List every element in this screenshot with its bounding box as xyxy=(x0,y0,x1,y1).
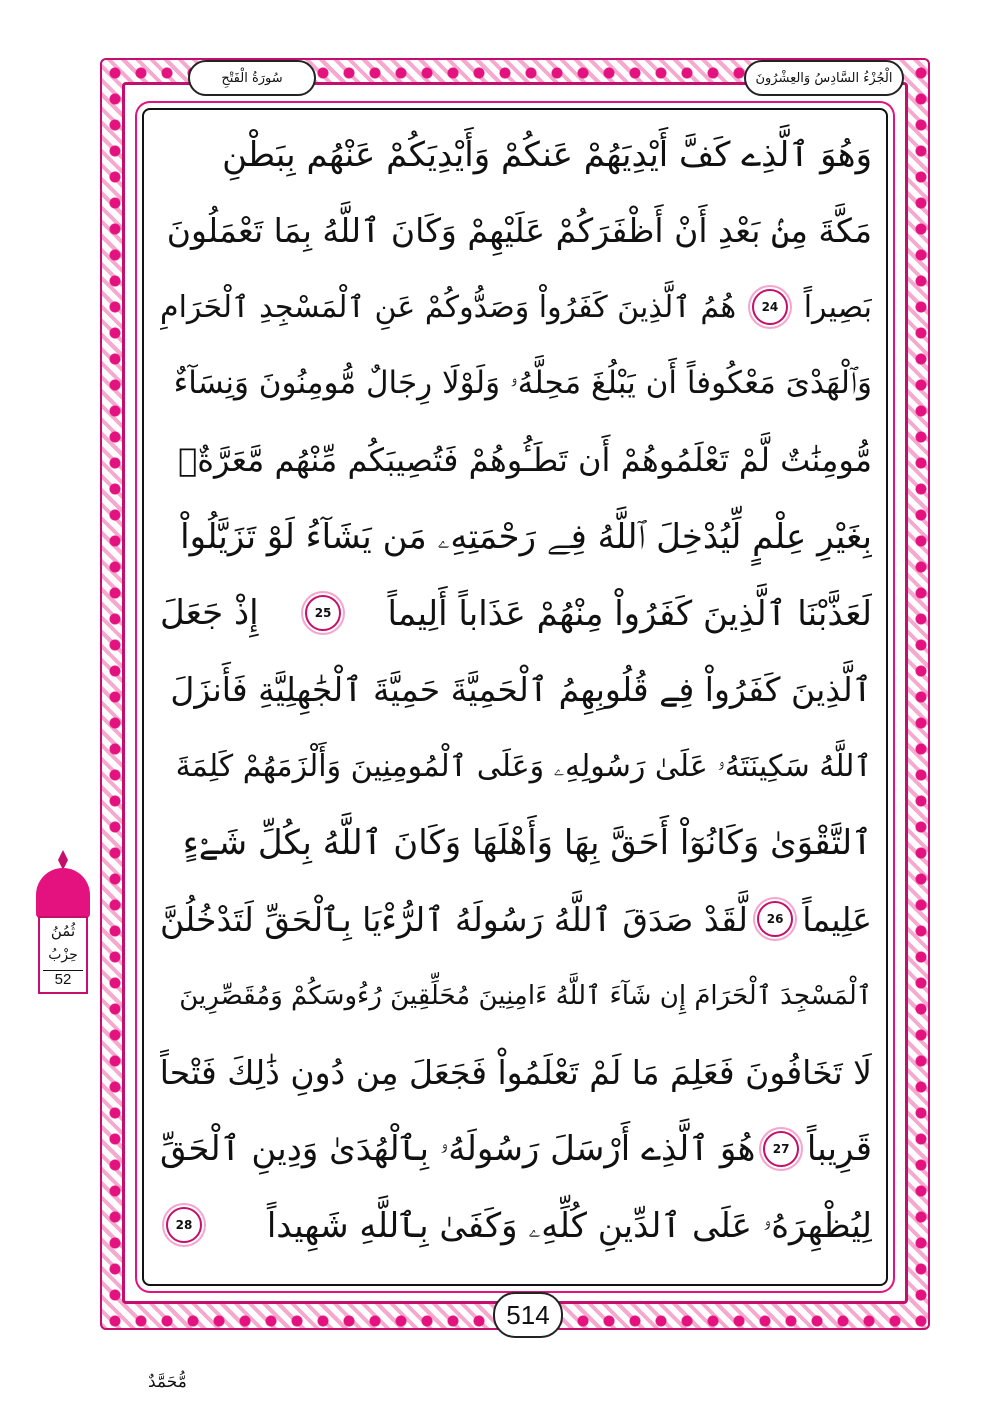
verse-text: عَلِيماً xyxy=(802,899,872,939)
hizb-number: 52 xyxy=(43,970,83,988)
verse-text: ٱللَّهُ سَكِينَتَهُۥ عَلَىٰ رَسُولِهِۦ وَعَلَى ٱلْمُومِنِينَ وَأَلْزَمَهُمْ كَلِمَةَ xyxy=(175,748,872,784)
ayah-number-marker: 28 xyxy=(166,1207,202,1243)
finial-ornament-icon xyxy=(58,850,68,870)
text-line xyxy=(160,958,872,1034)
dome-ornament-icon xyxy=(36,868,90,918)
text-line xyxy=(160,805,872,881)
ayah-number-marker: 27 xyxy=(763,1131,799,1167)
text-line xyxy=(160,652,872,728)
verse-text: بِغَيْرِ عِلْمٍ لِّيُدْخِلَ ٱللَّهُ فِے رَحْمَتِهِۦ مَن يَشَآءُ لَوْ تَزَيَّلُواْ xyxy=(180,516,872,557)
verse-text: لَّقَدْ صَدَقَ ٱللَّهُ رَسُولَهُ ٱلرُّءْيَا بِٱلْحَقِّ لَتَدْخُلُنَّ xyxy=(160,899,748,939)
verse-text: لِيُظْهِرَهُۥ عَلَى ٱلدِّينِ كُلِّهِۦ وَكَفَىٰ بِٱللَّهِ شَهِيداً xyxy=(266,1205,872,1246)
text-line xyxy=(160,346,872,422)
text-line xyxy=(160,1111,872,1187)
text-line xyxy=(160,1034,872,1110)
text-line xyxy=(160,116,872,192)
ayah-number-marker: 25 xyxy=(305,595,341,631)
text-line xyxy=(160,575,872,651)
verse-text: لَعَذَّبْنَا ٱلَّذِينَ كَفَرُواْ مِنْهُمْ عَذَاباً أَلِيماً xyxy=(387,593,872,634)
text-line xyxy=(160,728,872,804)
thumun-label: ثُمُنُ xyxy=(50,921,76,940)
text-line xyxy=(160,499,872,575)
surah-name-label: سُورَةُ الْفَتْحِ xyxy=(188,60,316,96)
verse-text: مَكَّةَ مِنۢ بَعْدِ أَنْ أَظْفَرَكُمْ عَلَيْهِمْ وَكَانَ ٱللَّهُ بِمَا تَعْمَلُونَ xyxy=(166,211,872,250)
verse-text: ٱلتَّقْوَىٰ وَكَانُوٓاْ أَحَقَّ بِهَا وَأَهْلَهَا وَكَانَ ٱللَّهُ بِكُلِّ شَےْءٍ xyxy=(182,823,872,863)
verse-text: قَرِيباً xyxy=(806,1128,872,1169)
text-line xyxy=(160,881,872,957)
juz-label: الْجُزْءُ السَّادِسُ وَالعِشْرُونَ xyxy=(744,60,904,96)
verse-text: ٱلْمَسْجِدَ ٱلْحَرَامَ إِن شَآءَ ٱللَّهُ ءَامِنِينَ مُحَلِّقِينَ رُءُوسَكُمْ وَمُقَصِّرِينَ xyxy=(179,980,872,1011)
ayah-number-marker: 26 xyxy=(757,901,793,937)
text-line xyxy=(160,269,872,345)
verse-text: هُوَ ٱلَّذِے أَرْسَلَ رَسُولَهُۥ بِٱلْهُدَىٰ وَدِينِ ٱلْحَقِّ xyxy=(160,1129,756,1169)
text-line xyxy=(160,422,872,498)
hizb-label: حِزْبُ xyxy=(48,946,78,963)
quran-text-block xyxy=(160,116,872,1266)
verse-text: لَا تَخَافُونَ فَعَلِمَ مَا لَمْ تَعْلَمُواْ فَجَعَلَ مِن دُونِ ذَٰلِكَ فَتْحاً xyxy=(160,1052,872,1092)
hizb-marker xyxy=(30,850,96,1000)
verse-text: مُّومِنَٰتٌ لَّمْ تَعْلَمُوهُمْ أَن تَطَـُٔوهُمْ فَتُصِيبَكُم مِّنْهُم مَّعَرَّةٌۢ xyxy=(178,441,872,479)
page-number: 514 xyxy=(493,1292,563,1338)
catchword: مُّحَمَّدٌ xyxy=(148,1372,187,1392)
hizb-box xyxy=(38,916,88,994)
verse-text: وَٱلْهَدْىَ مَعْكُوفاً أَن يَبْلُغَ مَحِلَّهُۥ وَلَوْلَا رِجَالٌ مُّومِنُونَ وَنِسَآءٌ xyxy=(173,365,872,401)
verse-text: ٱلَّذِينَ كَفَرُواْ فِے قُلُوبِهِمُ ٱلْحَمِيَّةَ حَمِيَّةَ ٱلْجَٰهِلِيَّةِ فَأَنزَلَ xyxy=(170,670,872,709)
verse-text: هُمُ ٱلَّذِينَ كَفَرُواْ وَصَدُّوكُمْ عَنِ ٱلْمَسْجِدِ ٱلْحَرَامِ xyxy=(160,289,737,325)
verse-text: وَهُوَ ٱلَّذِے كَفَّ أَيْدِيَهُمْ عَنكُمْ وَأَيْدِيَكُمْ عَنْهُم بِبَطْنِ xyxy=(222,134,872,175)
verse-text: إِذْ جَعَلَ xyxy=(160,593,259,633)
ayah-number-marker: 24 xyxy=(752,289,788,325)
verse-text: بَصِيراً xyxy=(803,289,872,325)
text-line xyxy=(160,1187,872,1263)
text-line xyxy=(160,193,872,269)
